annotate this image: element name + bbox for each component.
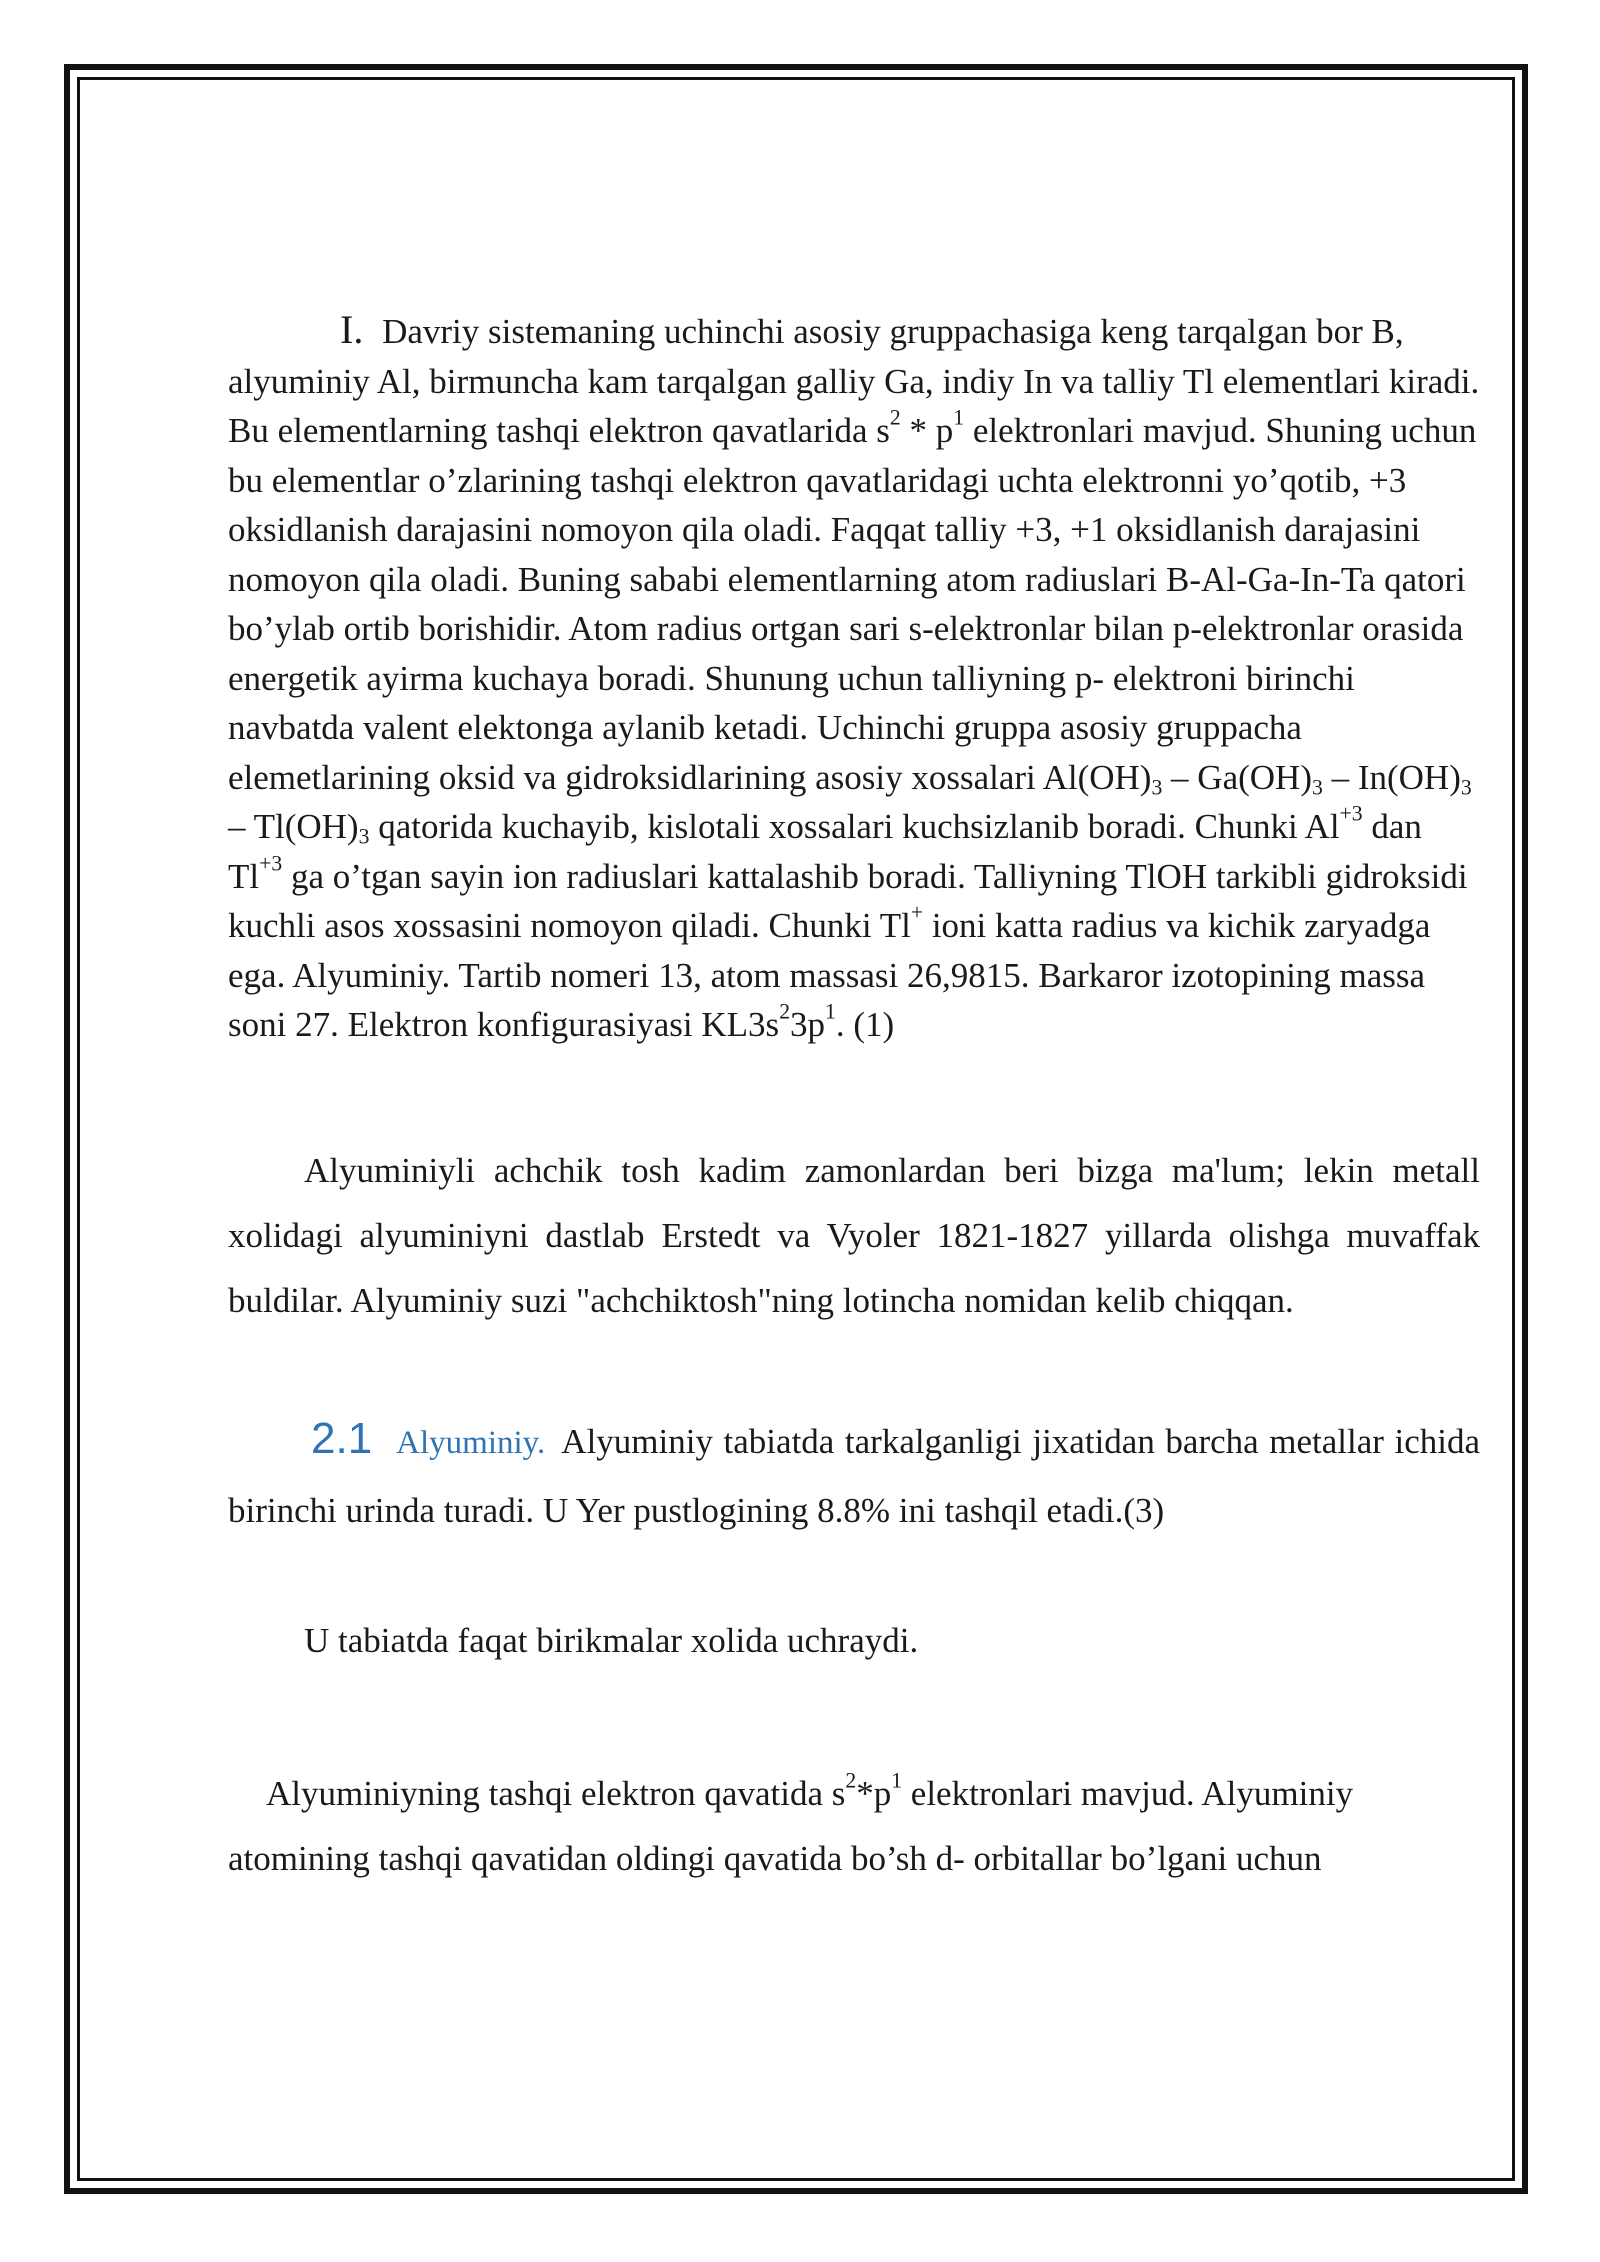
natural-occurrence-paragraph: U tabiatda faqat birikmalar xolida uchraydi. <box>304 1620 919 1660</box>
section-title: Alyuminiy. <box>396 1424 546 1461</box>
document-body <box>228 305 1480 1891</box>
history-paragraph: Alyuminiyli achchik tosh kadim zamonlardan beri bizga ma'lum; lekin metall xolidagi alyuminiyni dastlab Erstedt va Vyoler 1821-1827 yillarda olishga muvaffak buldilar. Alyuminiy suzi "achchiktosh"ning lotincha nomidan kelib chiqqan. <box>228 1150 1480 1320</box>
intro-paragraph: I. Davriy sistemaning uchinchi asosiy gruppachasiga keng tarqalgan bor B, alyuminiy Al, birmuncha kam tarqalgan galliy Ga, indiy In va talliy Tl elementlari kiradi. Bu elementlarning tashqi elektron qavatlarida $s^2 * p^1$ elektronlari mavjud. Shuning uchun bu elementlar o’zlarining tashqi elektron qavatlaridagi uchta elektronni yo’qotib, +3 oksidlanish darajasini nomoyon qila oladi. Faqqat talliy +3, +1 oksidlanish darajasini nomoyon qila oladi. Buning sababi elementlarning atom radiuslari B-Al-Ga-In-Ta qatori bo’ylab ortib borishidir. Atom radius ortgan sari s-elektronlar bilan p-elektronlar orasida energetik ayirma kuchaya boradi. Shunung uchun talliyning p- elektroni birinchi navbatda valent elektonga aylanib ketadi. Uchinchi gruppa asosiy gruppacha elemetlarining oksid va gidroksidlarining asosiy xossalari $Al(OH)_3 - Ga(OH)_3 - In(OH)_3 - Tl(OH)_3$ qatorida kuchayib, kislotali xossalari kuchsizlanib boradi. Chunki $Al^{+3}$ dan $Tl^{+3}$ ga o’tgan sayin ion radiuslari kattalashib boradi. Talliyning TlOH tarkibli gidroksidi kuchli asos xossasini nomoyon qiladi. Chunki Tl+ ioni katta radius va kichik zaryadga ega. Alyuminiy. Tartib nomeri 13, atom massasi 26,9815. Barkaror izotopining massa soni 27. Elektron konfigurasiyasi $KL3s^23p^1$. (1) <box>228 307 1480 1044</box>
aluminium-section-paragraph <box>228 1405 1480 1544</box>
intro-number: I. <box>340 307 364 352</box>
section-text: Alyuminiy tabiatda tarkalganligi jixatidan barcha metallar ichida birinchi urinda turadi. U Yer pustlogining 8.8% ini tashqil etadi.(3) <box>228 1421 1480 1530</box>
electron-shell-paragraph: Alyuminiyning tashqi elektron qavatida $s^2*p^1$ elektronlari mavjud. Alyuminiy atomining tashqi qavatidan oldingi qavatida bo’sh d- orbitallar bo’lgani uchun <box>228 1768 1354 1878</box>
section-number: 2.1 <box>311 1413 373 1463</box>
